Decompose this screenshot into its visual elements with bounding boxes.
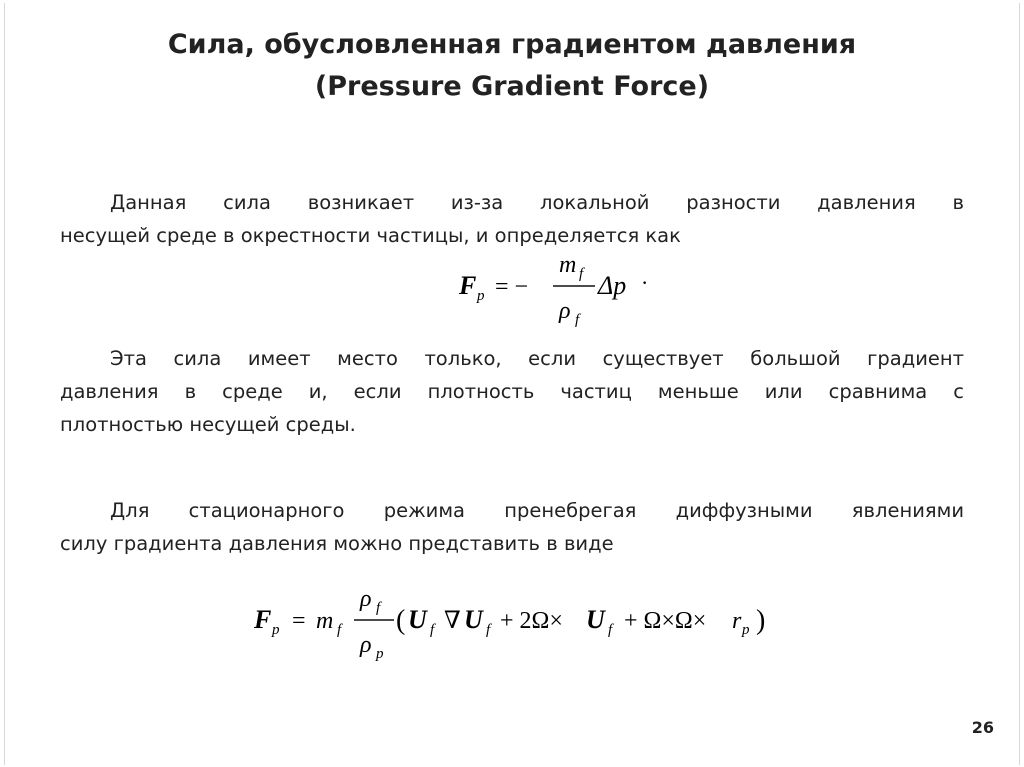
f2-close-paren: )	[756, 605, 766, 636]
page-number: 26	[971, 718, 994, 737]
title-line-2: (Pressure Gradient Force)	[314, 71, 710, 102]
f2-u1: U	[408, 605, 427, 634]
f1-lhs-sub: p	[477, 288, 485, 304]
f2-u2: U	[464, 605, 483, 634]
f2-denominator-sub: p	[376, 646, 384, 662]
f2-plus2: + Ω×Ω×	[624, 608, 707, 634]
f1-lhs: F	[459, 271, 477, 300]
f1-denominator-sub: f	[575, 312, 580, 328]
f1-equals-minus: = −	[495, 274, 529, 300]
f1-trailing: ·	[641, 270, 649, 295]
f2-denominator: ρ	[360, 632, 372, 658]
paragraph-3-line-2: силу градиента давления можно представить в виде	[60, 532, 614, 555]
f1-denominator: ρ	[559, 298, 571, 324]
f1-numerator-sub: f	[579, 266, 584, 282]
f2-numerator-sub: f	[376, 600, 381, 616]
paragraph-1	[60, 186, 964, 252]
f2-plus1: + 2Ω×	[500, 608, 563, 634]
title-line-1: Сила, обусловленная градиентом давления	[167, 29, 857, 60]
paragraph-2	[60, 342, 964, 441]
formula-1	[455, 248, 665, 339]
formula-2-svg	[250, 582, 790, 666]
f2-lhs-sub: p	[272, 622, 280, 638]
paragraph-2-line-2: давления в среде и, если плотность частиц меньше или сравнима с	[60, 380, 964, 403]
paragraph-1-line-2: несущей среде в окрестности частицы, и определяется как	[60, 224, 681, 247]
paragraph-3-line-1: Для стационарного режима пренебрегая диффузными явлениями	[110, 499, 964, 522]
paragraph-1-line-1: Данная сила возникает из-за локальной разности давления в	[110, 191, 964, 214]
f2-coef-sub: f	[337, 622, 342, 638]
paragraph-2-line-1: Эта сила имеет место только, если существует большой градиент	[110, 347, 964, 370]
f2-u1-sub: f	[430, 622, 435, 638]
paragraph-3	[60, 494, 964, 560]
formula-1-svg	[455, 248, 665, 332]
f1-numerator: m	[559, 252, 577, 278]
paragraph-2-line-3: плотностью несущей среды.	[60, 413, 356, 436]
f2-u2-sub: f	[486, 622, 491, 638]
f2-nabla: ∇	[444, 608, 461, 634]
f2-numerator: ρ	[360, 586, 372, 612]
f2-coef: m	[316, 608, 334, 634]
f2-r: r	[732, 608, 742, 634]
formula-2	[250, 582, 790, 673]
slide-title	[0, 24, 1024, 108]
f2-u3: U	[586, 605, 605, 634]
f2-r-sub: p	[742, 622, 750, 638]
f2-u3-sub: f	[608, 622, 613, 638]
f1-operator: Δp	[598, 271, 627, 300]
f2-open-paren: (	[396, 605, 406, 636]
f2-lhs: F	[254, 605, 272, 634]
f2-equals: =	[292, 608, 306, 634]
